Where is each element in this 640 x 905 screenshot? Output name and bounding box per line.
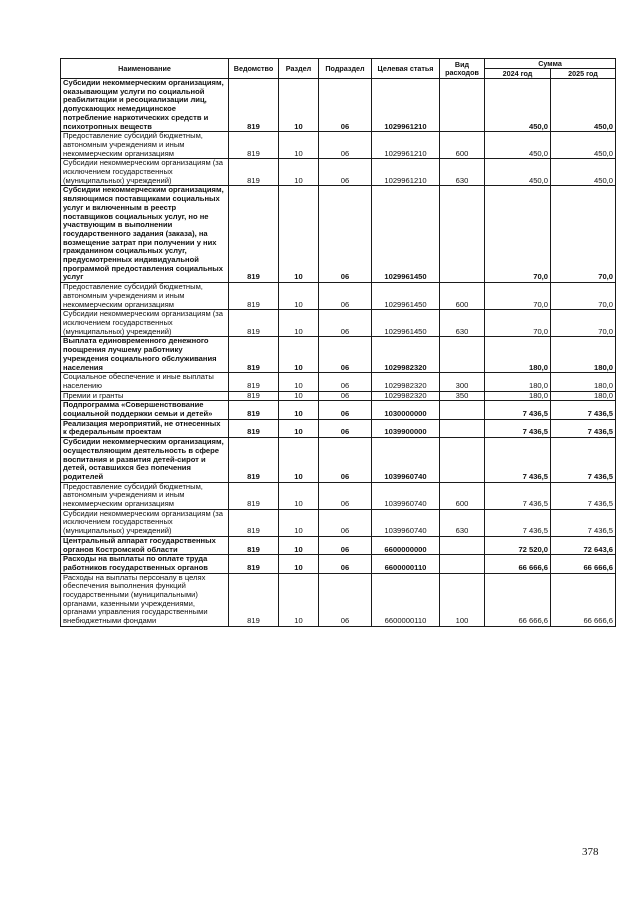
- cell-expense-type: 630: [440, 310, 485, 337]
- cell-sum-2025: 70,0: [551, 186, 616, 283]
- cell-sum-2025: 7 436,5: [551, 482, 616, 509]
- cell-podrazdel: 06: [319, 509, 372, 536]
- cell-name: Субсидии некоммерческим организациям, являющимся поставщиками социальных услуг и включенным в реестр поставщиков социальных услуг, но не участвующим в выполнении государственного задания (заказа), на возмещение затрат при получении у них гражданином социальных услуг, предусмотренных индивидуальной программой предоставления социальных услуг: [61, 186, 229, 283]
- table-header: [61, 59, 616, 79]
- cell-sum-2024: 66 666,6: [485, 555, 551, 573]
- cell-sum-2024: 70,0: [485, 186, 551, 283]
- cell-expense-type: [440, 555, 485, 573]
- table-row: [61, 373, 616, 391]
- cell-razdel: 10: [279, 391, 319, 401]
- cell-razdel: 10: [279, 283, 319, 310]
- cell-target-article: 6600000000: [372, 536, 440, 554]
- cell-target-article: 1029961450: [372, 310, 440, 337]
- cell-target-article: 1039960740: [372, 509, 440, 536]
- cell-vedomstvo: 819: [229, 186, 279, 283]
- cell-sum-2024: 450,0: [485, 79, 551, 132]
- cell-expense-type: 600: [440, 482, 485, 509]
- cell-sum-2024: 180,0: [485, 337, 551, 373]
- cell-podrazdel: 06: [319, 391, 372, 401]
- cell-podrazdel: 06: [319, 337, 372, 373]
- cell-sum-2024: 70,0: [485, 283, 551, 310]
- cell-vedomstvo: 819: [229, 536, 279, 554]
- cell-podrazdel: 06: [319, 482, 372, 509]
- cell-expense-type: [440, 79, 485, 132]
- col-header-razdel: Раздел: [279, 59, 319, 79]
- cell-vedomstvo: 819: [229, 555, 279, 573]
- cell-sum-2025: 450,0: [551, 79, 616, 132]
- cell-sum-2025: 72 643,6: [551, 536, 616, 554]
- cell-sum-2025: 180,0: [551, 337, 616, 373]
- col-header-target-article: Целевая статья: [372, 59, 440, 79]
- cell-name: Субсидии некоммерческим организациям (за исключением государственных (муниципальных) учреждений): [61, 159, 229, 186]
- cell-target-article: 1029982320: [372, 391, 440, 401]
- cell-sum-2024: 7 436,5: [485, 419, 551, 437]
- table-row: [61, 555, 616, 573]
- table-row: [61, 186, 616, 283]
- cell-sum-2024: 450,0: [485, 132, 551, 159]
- table-row: [61, 573, 616, 626]
- cell-target-article: 1039960740: [372, 438, 440, 483]
- cell-podrazdel: 06: [319, 79, 372, 132]
- cell-target-article: 6600000110: [372, 573, 440, 626]
- cell-target-article: 1029961450: [372, 283, 440, 310]
- cell-vedomstvo: 819: [229, 482, 279, 509]
- cell-sum-2024: 70,0: [485, 310, 551, 337]
- cell-target-article: 1039900000: [372, 419, 440, 437]
- cell-target-article: 1029961210: [372, 159, 440, 186]
- cell-sum-2024: 180,0: [485, 391, 551, 401]
- cell-target-article: 1039960740: [372, 482, 440, 509]
- cell-sum-2025: 7 436,5: [551, 401, 616, 419]
- cell-podrazdel: 06: [319, 373, 372, 391]
- table-row: [61, 419, 616, 437]
- cell-expense-type: 630: [440, 509, 485, 536]
- cell-podrazdel: 06: [319, 419, 372, 437]
- cell-vedomstvo: 819: [229, 132, 279, 159]
- cell-vedomstvo: 819: [229, 401, 279, 419]
- cell-name: Подпрограмма «Совершенствование социальной поддержки семьи и детей»: [61, 401, 229, 419]
- cell-razdel: 10: [279, 536, 319, 554]
- cell-vedomstvo: 819: [229, 438, 279, 483]
- cell-podrazdel: 06: [319, 283, 372, 310]
- cell-razdel: 10: [279, 555, 319, 573]
- cell-sum-2024: 180,0: [485, 373, 551, 391]
- cell-podrazdel: 06: [319, 401, 372, 419]
- cell-vedomstvo: 819: [229, 79, 279, 132]
- col-header-sum: Сумма: [485, 59, 616, 69]
- cell-vedomstvo: 819: [229, 391, 279, 401]
- cell-expense-type: 600: [440, 132, 485, 159]
- table-row: [61, 536, 616, 554]
- cell-vedomstvo: 819: [229, 310, 279, 337]
- cell-target-article: 1030000000: [372, 401, 440, 419]
- cell-expense-type: [440, 337, 485, 373]
- cell-razdel: 10: [279, 482, 319, 509]
- cell-razdel: 10: [279, 186, 319, 283]
- table-row: [61, 283, 616, 310]
- cell-expense-type: [440, 401, 485, 419]
- cell-podrazdel: 06: [319, 438, 372, 483]
- col-header-year-2025: 2025 год: [551, 69, 616, 79]
- table-row: [61, 79, 616, 132]
- col-header-name: Наименование: [61, 59, 229, 79]
- cell-expense-type: 100: [440, 573, 485, 626]
- cell-sum-2025: 7 436,5: [551, 419, 616, 437]
- cell-sum-2024: 7 436,5: [485, 482, 551, 509]
- cell-sum-2024: 66 666,6: [485, 573, 551, 626]
- cell-name: Премии и гранты: [61, 391, 229, 401]
- table-row: [61, 159, 616, 186]
- cell-sum-2025: 7 436,5: [551, 509, 616, 536]
- table-row: [61, 438, 616, 483]
- table-row: [61, 509, 616, 536]
- cell-name: Предоставление субсидий бюджетным, автономным учреждениям и иным некоммерческим организациям: [61, 283, 229, 310]
- cell-expense-type: [440, 536, 485, 554]
- budget-table: [60, 58, 616, 627]
- document-sheet: [60, 58, 615, 627]
- cell-podrazdel: 06: [319, 186, 372, 283]
- cell-sum-2025: 70,0: [551, 310, 616, 337]
- cell-razdel: 10: [279, 419, 319, 437]
- cell-name: Субсидии некоммерческим организациям, осуществляющим деятельность в сфере воспитания и развития детей-сирот и детей, оставшихся без попечения родителей: [61, 438, 229, 483]
- cell-podrazdel: 06: [319, 555, 372, 573]
- cell-name: Субсидии некоммерческим организациям (за исключением государственных (муниципальных) учреждений): [61, 310, 229, 337]
- cell-sum-2024: 72 520,0: [485, 536, 551, 554]
- cell-expense-type: [440, 419, 485, 437]
- table-row: [61, 482, 616, 509]
- cell-vedomstvo: 819: [229, 509, 279, 536]
- cell-name: Предоставление субсидий бюджетным, автономным учреждениям и иным некоммерческим организациям: [61, 482, 229, 509]
- cell-sum-2025: 70,0: [551, 283, 616, 310]
- cell-expense-type: 300: [440, 373, 485, 391]
- cell-name: Выплата единовременного денежного поощрения лучшему работнику учреждения социального обслуживания населения: [61, 337, 229, 373]
- cell-podrazdel: 06: [319, 573, 372, 626]
- cell-target-article: 1029982320: [372, 373, 440, 391]
- cell-expense-type: [440, 438, 485, 483]
- cell-sum-2024: 7 436,5: [485, 401, 551, 419]
- cell-name: Реализация мероприятий, не отнесенных к федеральным проектам: [61, 419, 229, 437]
- cell-razdel: 10: [279, 132, 319, 159]
- cell-expense-type: 630: [440, 159, 485, 186]
- cell-name: Субсидии некоммерческим организациям (за исключением государственных (муниципальных) учреждений): [61, 509, 229, 536]
- col-header-podrazdel: Подраздел: [319, 59, 372, 79]
- page-number: 378: [582, 846, 599, 858]
- cell-sum-2025: 180,0: [551, 391, 616, 401]
- cell-sum-2025: 450,0: [551, 159, 616, 186]
- cell-expense-type: [440, 186, 485, 283]
- cell-expense-type: 350: [440, 391, 485, 401]
- cell-podrazdel: 06: [319, 159, 372, 186]
- cell-name: Предоставление субсидий бюджетным, автономным учреждениям и иным некоммерческим организациям: [61, 132, 229, 159]
- cell-razdel: 10: [279, 337, 319, 373]
- cell-name: Субсидии некоммерческим организациям, оказывающим услуги по социальной реабилитации и ресоциализации лиц, допускающих немедицинское потребление наркотических средств и психотропных веществ: [61, 79, 229, 132]
- cell-expense-type: 600: [440, 283, 485, 310]
- cell-name: Социальное обеспечение и иные выплаты населению: [61, 373, 229, 391]
- cell-target-article: 6600000110: [372, 555, 440, 573]
- cell-podrazdel: 06: [319, 536, 372, 554]
- cell-vedomstvo: 819: [229, 283, 279, 310]
- cell-target-article: 1029982320: [372, 337, 440, 373]
- table-row: [61, 337, 616, 373]
- col-header-expense-type: Вид расходов: [440, 59, 485, 79]
- table-row: [61, 401, 616, 419]
- cell-vedomstvo: 819: [229, 159, 279, 186]
- cell-podrazdel: 06: [319, 132, 372, 159]
- cell-razdel: 10: [279, 79, 319, 132]
- cell-vedomstvo: 819: [229, 573, 279, 626]
- cell-vedomstvo: 819: [229, 373, 279, 391]
- cell-razdel: 10: [279, 438, 319, 483]
- cell-razdel: 10: [279, 573, 319, 626]
- cell-sum-2024: 7 436,5: [485, 438, 551, 483]
- cell-razdel: 10: [279, 401, 319, 419]
- table-body: [61, 79, 616, 627]
- table-row: [61, 132, 616, 159]
- cell-sum-2025: 180,0: [551, 373, 616, 391]
- cell-sum-2025: 7 436,5: [551, 438, 616, 483]
- table-row: [61, 310, 616, 337]
- cell-sum-2025: 66 666,6: [551, 573, 616, 626]
- cell-vedomstvo: 819: [229, 419, 279, 437]
- cell-sum-2025: 66 666,6: [551, 555, 616, 573]
- cell-target-article: 1029961210: [372, 132, 440, 159]
- col-header-year-2024: 2024 год: [485, 69, 551, 79]
- col-header-vedomstvo: Ведомство: [229, 59, 279, 79]
- cell-razdel: 10: [279, 159, 319, 186]
- table-row: [61, 391, 616, 401]
- cell-razdel: 10: [279, 310, 319, 337]
- cell-podrazdel: 06: [319, 310, 372, 337]
- cell-vedomstvo: 819: [229, 337, 279, 373]
- cell-target-article: 1029961210: [372, 79, 440, 132]
- cell-target-article: 1029961450: [372, 186, 440, 283]
- cell-sum-2025: 450,0: [551, 132, 616, 159]
- cell-sum-2024: 7 436,5: [485, 509, 551, 536]
- cell-sum-2024: 450,0: [485, 159, 551, 186]
- cell-razdel: 10: [279, 509, 319, 536]
- cell-name: Расходы на выплаты по оплате труда работников государственных органов: [61, 555, 229, 573]
- cell-name: Расходы на выплаты персоналу в целях обеспечения выполнения функций государственными (муниципальными) органами, казенными учреждениями, органами управления государственными внебюджетными фондами: [61, 573, 229, 626]
- cell-name: Центральный аппарат государственных органов Костромской области: [61, 536, 229, 554]
- cell-razdel: 10: [279, 373, 319, 391]
